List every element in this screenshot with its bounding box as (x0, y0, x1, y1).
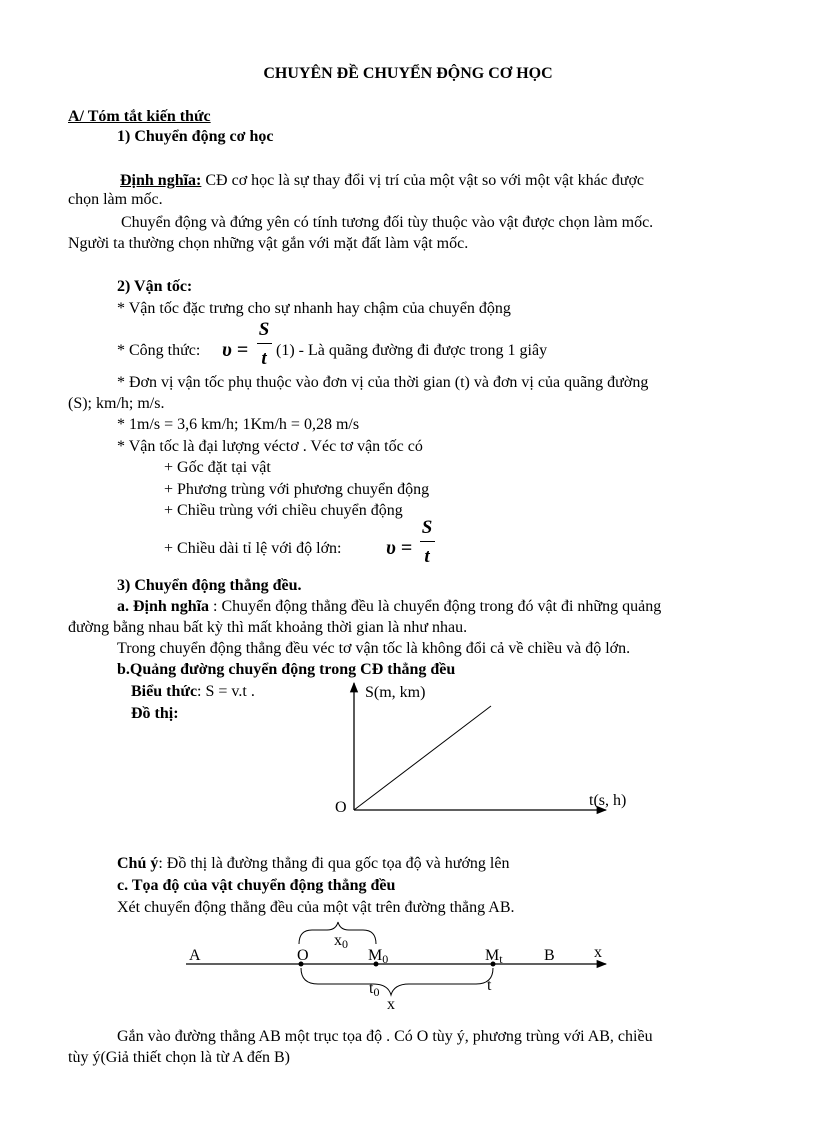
velocity-symbol-2: υ = (386, 537, 413, 559)
label-t: t (487, 977, 492, 994)
label-m0 (368, 947, 388, 966)
label-t0-main: t (369, 980, 374, 997)
s2-point-2: + Phương trùng với phương chuyển động (164, 481, 430, 498)
graph-origin: O (335, 799, 347, 816)
label-m0-main: M (368, 947, 383, 964)
s2-vector: * Vận tốc là đại lượng véctơ . Véc tơ vận tốc có (117, 438, 423, 455)
final-line-2: tùy ý(Giả thiết chọn là từ A đến B) (68, 1049, 290, 1066)
note-text: : Đồ thị là đường thẳng đi qua gốc tọa độ và hướng lên (158, 855, 510, 872)
label-x0-sub: 0 (342, 937, 348, 951)
label-a: A (189, 947, 201, 964)
expr-label: Biểu thức (131, 683, 198, 700)
a-text: : Chuyển động thẳng đều là chuyển động trong đó vật đi những quảng (209, 598, 662, 615)
s3-a-constant: Trong chuyển động thẳng đều véc tơ vận tốc là không đổi cả về chiều và độ lớn. (117, 640, 631, 657)
velocity-symbol: υ = (222, 339, 249, 361)
label-x0 (334, 932, 348, 951)
s2-heading: 2) Vận tốc: (117, 278, 193, 295)
s2-point-1: + Gốc đặt tại vật (164, 459, 271, 476)
brace-x (301, 968, 493, 995)
s2-point-4: + Chiều dài tỉ lệ với độ lớn: (164, 540, 342, 557)
s1-definition-cont: chọn làm mốc. (68, 191, 163, 208)
s1-heading: 1) Chuyển động cơ học (117, 128, 274, 145)
s2-unit-2: (S); km/h; m/s. (68, 395, 165, 412)
final-line-1: Gắn vào đường thẳng AB một trục tọa độ . Có O tùy ý, phương trùng với AB, chiều (117, 1028, 653, 1045)
a-label: a. Định nghĩa (117, 598, 210, 615)
formula-tail: (1) - Là quãng đường đi được trong 1 giây (276, 342, 548, 359)
graph-x-label: t(s, h) (589, 792, 627, 809)
magnitude-denominator: t (424, 546, 430, 567)
label-b: B (544, 947, 555, 964)
def-text: CĐ cơ học là sự thay đổi vị trí của một vật so với một vật khác được (201, 172, 645, 189)
s1-relativity-1: Chuyển động và đứng yên có tính tương đối tùy thuộc vào vật được chọn làm mốc. (121, 214, 654, 231)
expr: : S = v.t . (197, 683, 255, 700)
label-m0-sub: 0 (382, 952, 389, 966)
s3-graph-label: Đồ thị: (131, 705, 179, 722)
def-label: Định nghĩa: (120, 172, 202, 189)
section-a-heading: A/ Tóm tắt kiến thức (68, 108, 211, 125)
label-mt (485, 947, 503, 966)
s2-line-1: * Vận tốc đặc trưng cho sự nhanh hay chậm của chuyển động (117, 300, 511, 317)
s3-c-text: Xét chuyển động thẳng đều của một vật trên đường thẳng AB. (117, 899, 515, 916)
label-x0-main: x (334, 932, 342, 949)
label-o: O (297, 947, 309, 964)
page-title: CHUYÊN ĐỀ CHUYỂN ĐỘNG CƠ HỌC (263, 65, 553, 82)
s1-relativity-2: Người ta thường chọn những vật gắn với mặt đất làm vật mốc. (68, 235, 469, 252)
formula-denominator: t (261, 348, 267, 369)
s2-unit-1: * Đơn vị vận tốc phụ thuộc vào đơn vị của thời gian (t) và đơn vị của quãng đường (117, 374, 649, 391)
s2-conversion: * 1m/s = 3,6 km/h; 1Km/h = 0,28 m/s (117, 416, 360, 433)
s3-a-definition-cont: đường bằng nhau bất kỳ thì mất khoảng thời gian là như nhau. (68, 619, 468, 636)
formula-label: * Công thức: (117, 342, 201, 359)
label-x-brace: x (387, 996, 395, 1013)
label-mt-main: M (485, 947, 500, 964)
graph-y-label: S(m, km) (365, 684, 426, 701)
note-label: Chú ý (117, 855, 159, 872)
label-mt-sub: t (499, 952, 503, 966)
s2-point-3: + Chiều trùng với chiều chuyển động (164, 502, 403, 519)
magnitude-numerator: S (421, 517, 433, 538)
s3-c-heading: c. Tọa độ của vật chuyển động thẳng đều (117, 877, 396, 894)
s3-b-heading: b.Quảng đường chuyển động trong CĐ thẳng đều (117, 661, 456, 678)
s3-heading: 3) Chuyển động thẳng đều. (117, 577, 302, 594)
label-t0-sub: 0 (373, 985, 380, 999)
label-x-end: x (594, 944, 602, 961)
label-t0 (369, 980, 379, 999)
formula-numerator: S (258, 319, 270, 340)
